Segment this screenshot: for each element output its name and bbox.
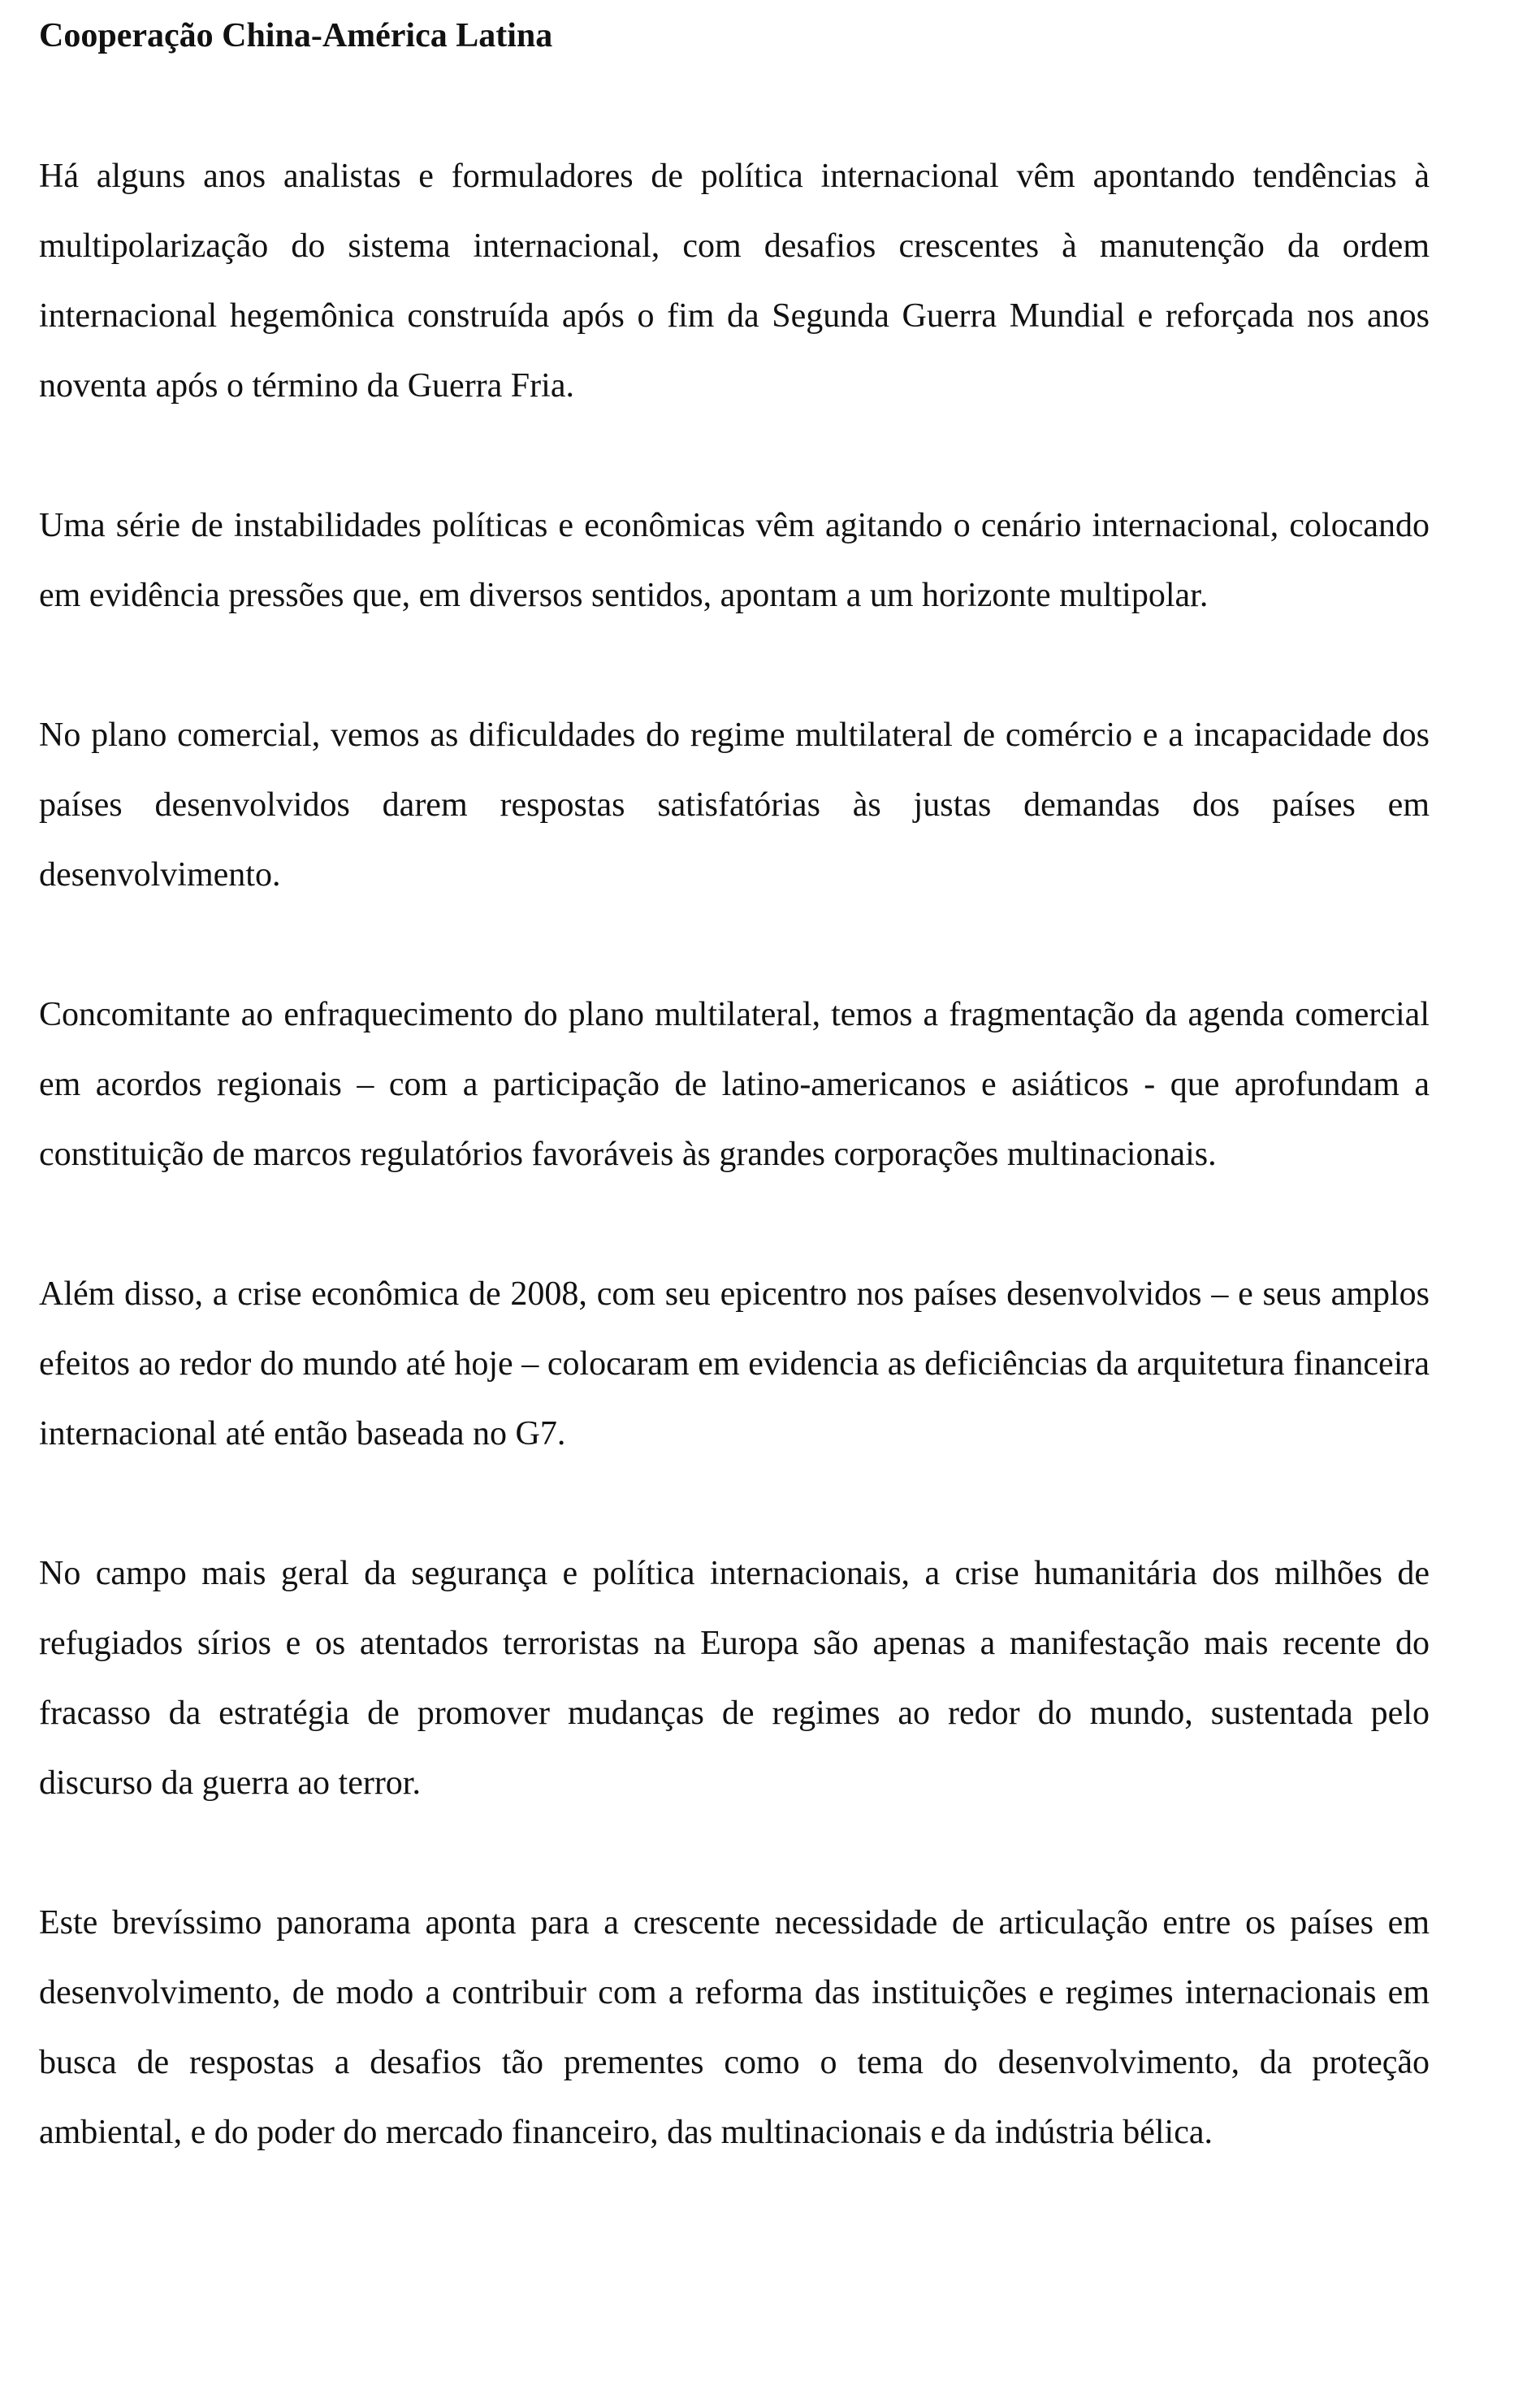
paragraph: Há alguns anos analistas e formuladores de política internacional vêm apontando tendências à multipolarização do sistema internacional, com desafios crescentes à manutenção da ordem internacional hegemônica construída após o fim da Segunda Guerra Mundial e reforçada nos anos noventa após o término da Guerra Fria. (39, 158, 1430, 405)
document-page (39, 11, 1430, 2167)
paragraph: Concomitante ao enfraquecimento do plano multilateral, temos a fragmentação da agenda comercial em acordos regionais – com a participação de latino-americanos e asiáticos - que aprofundam a constituição de marcos regulatórios favoráveis às grandes corporações multinacionais. (39, 996, 1430, 1173)
paragraph: Uma série de instabilidades políticas e econômicas vêm agitando o cenário internacional, colocando em evidência pressões que, em diversos sentidos, apontam a um horizonte multipolar. (39, 507, 1430, 614)
paragraph: No plano comercial, vemos as dificuldades do regime multilateral de comércio e a incapacidade dos países desenvolvidos darem respostas satisfatórias às justas demandas dos países em desenvolvimento. (39, 716, 1430, 894)
paragraph: Além disso, a crise econômica de 2008, com seu epicentro nos países desenvolvidos – e seus amplos efeitos ao redor do mundo até hoje – colocaram em evidencia as deficiências da arquitetura financeira internacional até então baseada no G7. (39, 1275, 1430, 1452)
paragraph: Este brevíssimo panorama aponta para a crescente necessidade de articulação entre os países em desenvolvimento, de modo a contribuir com a reforma das instituições e regimes internacionais em busca de respostas a desafios tão prementes como o tema do desenvolvimento, da proteção ambiental, e do poder do mercado financeiro, das multinacionais e da indústria bélica. (39, 1904, 1430, 2151)
paragraph: No campo mais geral da segurança e política internacionais, a crise humanitária dos milhões de refugiados sírios e os atentados terroristas na Europa são apenas a manifestação mais recente do fracasso da estratégia de promover mudanças de regimes ao redor do mundo, sustentada pelo discurso da guerra ao terror. (39, 1555, 1430, 1802)
document-title: Cooperação China-América Latina (39, 17, 553, 54)
